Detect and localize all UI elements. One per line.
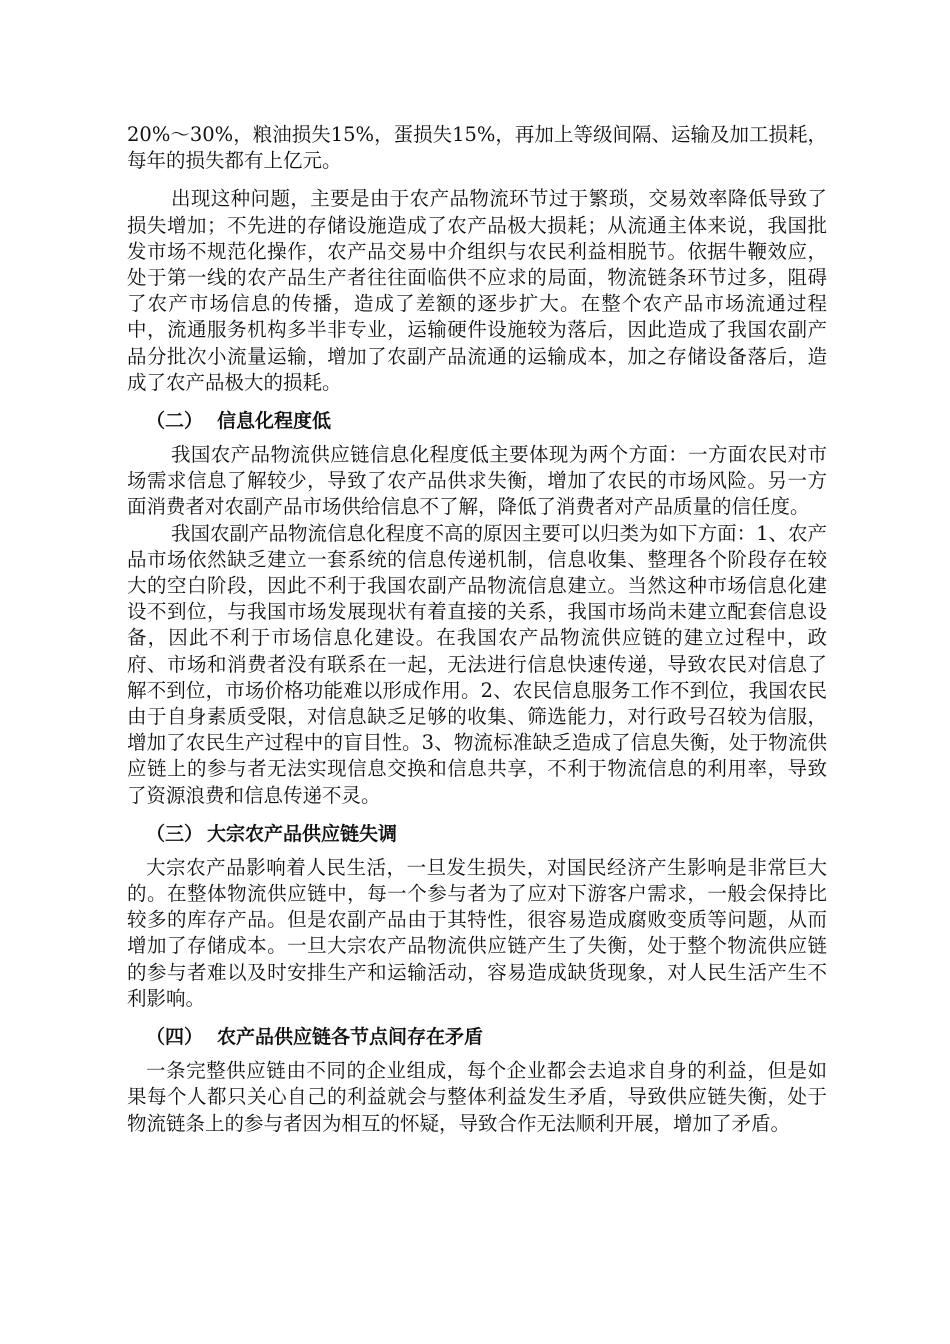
section-number: （三） [146,822,204,845]
section-title: 信息化程度低 [217,410,332,433]
section-title: 农产品供应链各节点间存在矛盾 [217,1026,484,1049]
section-number: （四） [146,1026,204,1049]
paragraph-causes: 出现这种问题，主要是由于农产品物流环节过于繁琐，交易效率降低导致了损失增加；不先进的存储设施造成了农产品极大损耗；从流通主体来说，我国批发市场不规范化操作，农产品交易中介组织与农民利益相脱节。依据牛鞭效应，处于第一线的农产品生产者往往面临供不应求的局面，物流链条环节过多，阻碍了农产市场信息的传播，造成了差额的逐步扩大。在整个农产品市场流通过程中，流通服务机构多半非专业，运输硬件设施较为落后，因此造成了我国农副产品分批次小流量运输，增加了农副产品流通的运输成本，加之存储设备落后，造成了农产品极大的损耗。 [127,187,827,394]
section-heading-bulk-imbalance [127,821,827,847]
paragraph-loss-figures: 20%～30%，粮油损失15%，蛋损失15%，再加上等级间隔、运输及加工损耗，每年的损失都有上亿元。 [127,123,827,173]
section-title: 大宗农产品供应链失调 [207,822,398,845]
paragraph-node-conflicts: 一条完整供应链由不同的企业组成，每个企业都会去追求自身的利益，但是如果每个人都只关心自己的利益就会与整体利益发生矛盾，导致供应链失衡，处于物流链条上的参与者因为相互的怀疑，导致合作无法顺利开展，增加了矛盾。 [127,1059,827,1135]
paragraph-bulk-imbalance: 大宗农产品影响着人民生活，一旦发生损失，对国民经济产生影响是非常巨大的。在整体物流供应链中，每一个参与者为了应对下游客户需求，一般会保持比较多的库存产品。但是农副产品由于其特性，很容易造成腐败变质等问题，从而增加了存储成本。一旦大宗农产品物流供应链产生了失衡，处于整个物流供应链的参与者难以及时安排生产和运输活动，容易造成缺货现象，对人民生活产生不利影响。 [127,855,827,1010]
section-number: （二） [146,410,204,433]
paragraph-informatization-overview: 我国农产品物流供应链信息化程度低主要体现为两个方面：一方面农民对市场需求信息了解较少，导致了农产品供求失衡，增加了农民的市场风险。另一方面消费者对农副产品市场供给信息不了解，降低了消费者对产品质量的信任度。 [127,443,827,519]
section-heading-node-conflicts [127,1024,827,1050]
paragraph-informatization-reasons: 我国农副产品物流信息化程度不高的原因主要可以归类为如下方面：1、农产品市场依然缺乏建立一套系统的信息传递机制，信息收集、整理各个阶段存在较大的空白阶段，因此不利于我国农副产品物流信息建立。当然这种市场信息化建设不到位，与我国市场发展现状有着直接的关系，我国市场尚未建立配套信息设备，因此不利于市场信息化建设。在我国农产品物流供应链的建立过程中，政府、市场和消费者没有联系在一起，无法进行信息快速传递，导致农民对信息了解不到位，市场价格功能难以形成作用。2、农民信息服务工作不到位，我国农民由于自身素质受限，对信息缺乏足够的收集、筛选能力，对行政号召较为信服，增加了农民生产过程中的盲目性。3、物流标准缺乏造成了信息失衡，处于物流供应链上的参与者无法实现信息交换和信息共享，不利于物流信息的利用率，导致了资源浪费和信息传递不灵。 [127,521,827,807]
document-body [127,122,827,1137]
section-heading-informatization [127,408,827,434]
